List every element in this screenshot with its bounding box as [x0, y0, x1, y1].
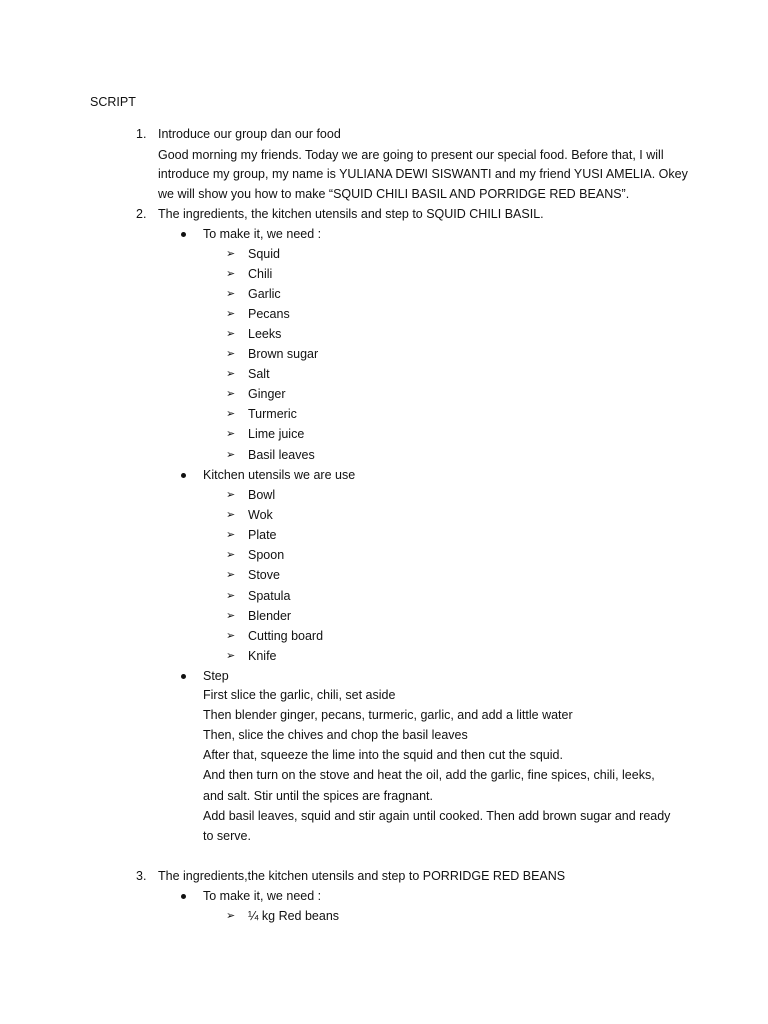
arrow-bullet-icon: ➢: [226, 509, 236, 522]
list-item: Pecans: [248, 307, 290, 322]
arrow-bullet-icon: ➢: [226, 368, 236, 381]
list-item: Salt: [248, 367, 270, 382]
step-line: and salt. Stir until the spices are fragnant.: [203, 788, 433, 803]
step-line: Then blender ginger, pecans, turmeric, garlic, and add a little water: [203, 708, 573, 723]
section-3-number: 3.: [136, 869, 147, 883]
arrow-bullet-icon: ➢: [226, 388, 236, 401]
arrow-bullet-icon: ➢: [226, 428, 236, 441]
arrow-bullet-icon: ➢: [226, 268, 236, 281]
list-item: ¼ kg Red beans: [248, 909, 340, 923]
list-item: Spatula: [248, 588, 291, 603]
bullet-icon: [181, 894, 186, 899]
section-1-heading: Introduce our group dan our food: [158, 127, 341, 141]
arrow-bullet-icon: ➢: [226, 910, 236, 922]
section-1-number: 1.: [136, 127, 147, 141]
section-2-heading: The ingredients, the kitchen utensils and step to SQUID CHILI BASIL.: [158, 207, 544, 221]
arrow-bullet-icon: ➢: [226, 448, 236, 461]
list-item: Plate: [248, 528, 277, 543]
step-line: First slice the garlic, chili, set aside: [203, 688, 396, 702]
bullet-icon: [181, 232, 186, 237]
step-line: Then, slice the chives and chop the basil leaves: [203, 728, 468, 743]
step-line: to serve.: [203, 828, 251, 843]
arrow-bullet-icon: ➢: [226, 348, 236, 361]
list-item: Basil leaves: [248, 447, 315, 462]
arrow-bullet-icon: ➢: [226, 549, 236, 562]
list-item: Cutting board: [248, 628, 324, 643]
arrow-bullet-icon: ➢: [226, 308, 236, 321]
section-1-paragraph-line: we will show you how to make “SQUID CHILI BASIL AND PORRIDGE RED BEANS”.: [158, 187, 630, 201]
list-item: Knife: [248, 648, 277, 663]
list-item: Brown sugar: [248, 347, 319, 362]
list-item: Garlic: [248, 287, 281, 302]
step-line: And then turn on the stove and heat the oil, add the garlic, fine spices, chili, leeks,: [203, 768, 655, 783]
list-item: Ginger: [248, 387, 286, 402]
arrow-bullet-icon: ➢: [226, 248, 236, 260]
step-label: Step: [203, 669, 229, 683]
arrow-bullet-icon: ➢: [226, 328, 236, 341]
section-1-paragraph-line: introduce my group, my name is YULIANA DEWI SISWANTI and my friend YUSI AMELIA. Okey: [158, 167, 688, 181]
step-line: Add basil leaves, squid and stir again until cooked. Then add brown sugar and ready: [203, 808, 671, 823]
arrow-bullet-icon: ➢: [226, 288, 236, 301]
list-item: Lime juice: [248, 427, 305, 442]
list-item: Stove: [248, 568, 280, 583]
arrow-bullet-icon: ➢: [226, 649, 236, 662]
arrow-bullet-icon: ➢: [226, 529, 236, 542]
list-item: Spoon: [248, 548, 285, 563]
section-2-number: 2.: [136, 207, 147, 221]
list-item: Squid: [248, 247, 280, 261]
bullet-icon: [181, 674, 186, 679]
list-item: Wok: [248, 508, 273, 523]
arrow-bullet-icon: ➢: [226, 569, 236, 582]
utensils-label: Kitchen utensils we are use: [203, 468, 356, 482]
document-title: SCRIPT: [90, 95, 136, 109]
list-item: Bowl: [248, 488, 276, 502]
arrow-bullet-icon: ➢: [226, 609, 236, 622]
arrow-bullet-icon: ➢: [226, 489, 236, 501]
arrow-bullet-icon: ➢: [226, 589, 236, 602]
list-item: Turmeric: [248, 407, 297, 422]
list-item: Chili: [248, 267, 273, 282]
bullet-icon: [181, 473, 186, 478]
section-3-heading: The ingredients,the kitchen utensils and step to PORRIDGE RED BEANS: [158, 869, 566, 883]
list-item: Blender: [248, 608, 292, 623]
ingredients-label: To make it, we need :: [203, 889, 322, 903]
arrow-bullet-icon: ➢: [226, 408, 236, 421]
section-1-paragraph-line: Good morning my friends. Today we are going to present our special food. Before that, I will: [158, 148, 664, 162]
step-line: After that, squeeze the lime into the squid and then cut the squid.: [203, 748, 563, 763]
ingredients-label: To make it, we need :: [203, 227, 322, 241]
list-item: Leeks: [248, 327, 282, 342]
arrow-bullet-icon: ➢: [226, 629, 236, 642]
